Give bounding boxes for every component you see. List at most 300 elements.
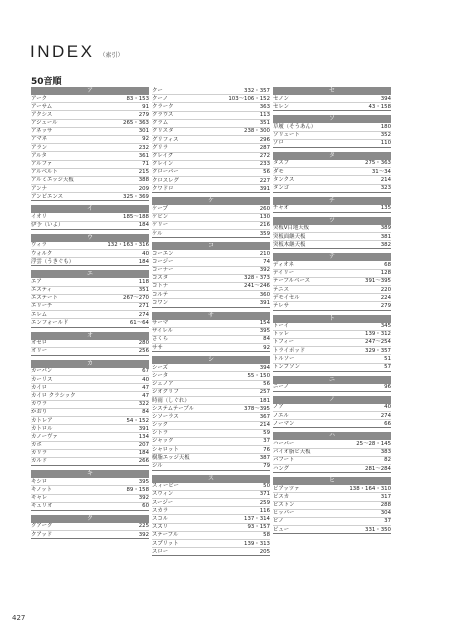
entry-pages: 40: [142, 250, 149, 257]
entry-pages: 392: [138, 531, 149, 538]
entry-term: ハーバー: [273, 440, 295, 447]
index-column-1: [31, 87, 149, 539]
group-heading: ハ: [273, 432, 391, 440]
entry-term: ハング: [273, 465, 290, 472]
index-entry: [31, 503, 149, 511]
index-group: [31, 87, 149, 201]
entry-pages: 351: [138, 287, 149, 294]
entry-term: スコル: [152, 515, 169, 522]
entry-term: カトレア: [31, 417, 53, 424]
entry-term: オセロ: [31, 340, 48, 346]
entry-pages: 110: [380, 140, 391, 147]
entry-pages: 304: [380, 510, 391, 517]
entry-term: テニス: [273, 286, 289, 293]
entry-pages: 367: [259, 413, 270, 420]
index-entry: [273, 412, 391, 420]
index-entry: [152, 344, 270, 352]
entry-pages: 328・373: [244, 275, 270, 282]
index-entry: [273, 449, 391, 457]
index-entry: [273, 384, 391, 392]
entry-pages: 247〜254: [365, 339, 391, 346]
index-entry: [273, 323, 391, 331]
index-entry: [273, 233, 391, 241]
index-entry: [273, 278, 391, 286]
entry-pages: 394: [380, 95, 391, 102]
entry-pages: 274: [380, 412, 391, 419]
entry-pages: 50: [263, 483, 270, 490]
entry-pages: 391〜395: [365, 278, 391, 285]
entry-term: コージー: [152, 258, 174, 265]
entry-term: ケープ: [152, 205, 168, 212]
index-entry: [31, 213, 149, 221]
index-entry: [152, 483, 270, 491]
entry-pages: 68: [384, 261, 391, 268]
index-entry: [152, 153, 270, 161]
entry-pages: 387: [259, 454, 270, 461]
entry-term: ステーブル: [152, 532, 179, 539]
entry-pages: 265・363: [123, 120, 149, 127]
group-heading: カ: [31, 360, 149, 368]
entry-term: アーサム: [31, 103, 53, 110]
entry-term: セレン: [273, 103, 290, 110]
entry-term: チャオ: [273, 205, 290, 212]
index-entry: [152, 299, 270, 307]
index-group: [31, 515, 149, 539]
entry-pages: 395: [138, 478, 149, 485]
index-entry: [31, 348, 149, 356]
entry-pages: 392: [138, 495, 149, 501]
index-group: [273, 115, 391, 148]
page-title: INDEX: [30, 42, 95, 61]
entry-term: スィービー: [152, 483, 179, 490]
entry-term: ノエル: [273, 412, 289, 419]
entry-pages: 61〜64: [129, 319, 149, 326]
index-entry: [152, 499, 270, 507]
index-entry: [31, 425, 149, 433]
entry-term: エレム: [31, 311, 47, 318]
index-entry: [152, 205, 270, 213]
entry-term: カトロル: [31, 425, 53, 432]
entry-term: コーエン: [152, 250, 174, 257]
entry-term: スロー: [152, 548, 169, 555]
entry-pages: 92: [142, 136, 149, 143]
group-heading: サ: [152, 312, 270, 320]
entry-term: キャレ: [31, 495, 48, 501]
entry-pages: 257: [259, 389, 270, 396]
entry-term: クワドロ: [152, 185, 174, 192]
entry-pages: 128: [380, 270, 391, 277]
entry-term: ソリュート: [273, 132, 300, 139]
index-entry: [31, 376, 149, 384]
index-group: [273, 217, 391, 250]
index-entry: [273, 347, 391, 355]
entry-pages: 180: [380, 123, 391, 130]
group-heading: ス: [152, 475, 270, 483]
entry-pages: 227: [259, 177, 270, 184]
index-entry: [152, 136, 270, 144]
index-entry: [273, 185, 391, 193]
index-entry: [31, 409, 149, 417]
entry-pages: 25〜28・145: [356, 440, 391, 447]
index-entry: [31, 136, 149, 144]
entry-term: アーク: [31, 95, 48, 102]
entry-term: 時雨（しぐれ）: [152, 397, 190, 404]
entry-term: クラウス: [152, 112, 174, 119]
entry-term: ケル: [152, 230, 163, 237]
entry-pages: 279: [138, 111, 149, 118]
index-entry: [273, 168, 391, 176]
entry-term: さくら: [152, 336, 169, 343]
entry-term: タンクス: [273, 176, 295, 183]
entry-pages: 363: [259, 103, 270, 110]
index-entry: [31, 303, 149, 311]
group-heading: ク: [31, 515, 149, 523]
entry-term: ケビン: [152, 214, 169, 221]
entry-term: エンフォールド: [31, 319, 69, 326]
entry-term: 突板V目地天板: [273, 225, 310, 232]
entry-term: カボ: [31, 442, 42, 449]
entry-pages: 91: [142, 103, 149, 110]
index-group: [273, 376, 391, 392]
index-entry: [273, 404, 391, 412]
entry-term: トッレ: [273, 331, 290, 338]
entry-term: ディオネ: [273, 261, 295, 268]
entry-pages: 51: [384, 355, 391, 362]
index-entry: [152, 381, 270, 389]
entry-pages: 271: [138, 303, 149, 310]
entry-pages: 391: [138, 425, 149, 432]
index-group: [31, 332, 149, 356]
index-entry: [31, 169, 149, 177]
group-heading: キ: [31, 470, 149, 478]
index-entry: [273, 225, 391, 233]
entry-term: コルテ: [152, 291, 169, 298]
index-entry: [273, 331, 391, 339]
entry-term: ササ: [152, 344, 163, 351]
entry-term: バフート: [273, 457, 295, 464]
index-entry: [31, 258, 149, 266]
entry-term: トルソー: [273, 355, 295, 362]
page-number: 427: [12, 614, 26, 622]
entry-term: アジュール: [31, 120, 58, 127]
entry-term: カーバン: [31, 368, 53, 375]
index-entry: [31, 242, 149, 250]
entry-pages: 378〜395: [244, 405, 270, 412]
group-heading: コ: [152, 242, 270, 250]
entry-term: ダモ: [273, 168, 284, 175]
index-entry: [273, 123, 391, 131]
entry-pages: 57: [384, 364, 391, 370]
index-entry: [273, 286, 391, 294]
entry-term: オリー: [31, 348, 48, 355]
entry-pages: 224: [380, 294, 391, 301]
index-entry: [31, 442, 149, 450]
entry-pages: 139・312: [365, 331, 391, 338]
entry-pages: 83・153: [126, 95, 149, 102]
index-entry: [152, 405, 270, 413]
index-entry: [273, 364, 391, 372]
index-entry: [31, 278, 149, 286]
entry-pages: 317: [380, 493, 391, 500]
index-group: [152, 312, 270, 353]
entry-term: コワン: [152, 299, 169, 306]
entry-pages: 113: [259, 112, 270, 119]
index-entry: [152, 515, 270, 523]
index-entry: [152, 463, 270, 471]
entry-term: ノーマン: [273, 420, 295, 427]
index-entry: [273, 302, 391, 310]
entry-pages: 84: [263, 336, 270, 343]
entry-term: シトラ: [152, 430, 169, 437]
index-entry: [152, 120, 270, 128]
index-entry: [31, 144, 149, 152]
entry-pages: 67: [142, 368, 149, 375]
entry-term: ニーノ: [273, 384, 290, 391]
group-heading: エ: [31, 270, 149, 278]
index-group: [273, 87, 391, 111]
index-entry: [152, 177, 270, 185]
entry-pages: 135: [380, 205, 391, 212]
entry-term: キノット: [31, 486, 53, 493]
index-entry: [273, 176, 391, 184]
entry-term: シータ: [152, 372, 169, 379]
index-entry: [273, 485, 391, 493]
entry-term: デモイセル: [273, 294, 300, 301]
entry-pages: 329・357: [365, 347, 391, 354]
entry-pages: 55・150: [247, 372, 270, 379]
index-entry: [152, 258, 270, 266]
entry-pages: 40: [142, 376, 149, 383]
entry-pages: 371: [259, 491, 270, 498]
index-entry: [152, 320, 270, 328]
entry-term: パイオ脂ビ天板: [273, 449, 311, 456]
index-entry: [152, 185, 270, 193]
entry-pages: 345: [380, 323, 391, 330]
entry-term: テレサ: [273, 302, 290, 309]
entry-pages: 381: [380, 233, 391, 240]
index-entry: [31, 95, 149, 103]
index-entry: [152, 454, 270, 462]
entry-pages: 279: [380, 302, 391, 309]
index-entry: [31, 458, 149, 466]
entry-pages: 205: [259, 548, 270, 555]
entry-term: カイロ クラシック: [31, 392, 76, 399]
entry-term: 浮雲（うきぐも）: [31, 258, 75, 265]
entry-term: ビスカ: [273, 493, 290, 500]
index-entry: [31, 161, 149, 169]
group-heading: ノ: [273, 396, 391, 404]
entry-term: カノーヴァ: [31, 433, 58, 440]
entry-pages: 37: [384, 518, 391, 525]
entry-term: 樹脂エッジ天板: [152, 454, 190, 461]
entry-term: クレイン: [152, 161, 174, 168]
index-entry: [273, 261, 391, 269]
index-entry: [273, 294, 391, 302]
entry-pages: 58: [263, 532, 270, 539]
index-entry: [152, 397, 270, 405]
entry-pages: 181: [259, 397, 270, 404]
entry-term: ヒッパー: [273, 510, 295, 517]
entry-pages: 225: [138, 523, 149, 530]
index-group: [31, 360, 149, 466]
entry-term: アルタ: [31, 152, 47, 159]
index-entry: [152, 336, 270, 344]
entry-term: システムテーブル: [152, 405, 194, 412]
entry-term: アンナ: [31, 185, 47, 192]
index-entry: [152, 438, 270, 446]
entry-pages: 184: [138, 450, 149, 457]
index-entry: [152, 214, 270, 222]
index-entry: [152, 413, 270, 421]
section-title: 50音順: [31, 77, 62, 87]
entry-pages: 210: [259, 250, 270, 257]
group-heading: シ: [152, 356, 270, 364]
group-heading: ト: [273, 315, 391, 323]
entry-term: キシロ: [31, 478, 48, 485]
entry-pages: 332・357: [244, 87, 270, 94]
index-entry: [31, 193, 149, 201]
index-entry: [273, 465, 391, 473]
index-entry: [31, 250, 149, 258]
entry-pages: 281〜284: [365, 465, 391, 472]
index-entry: [152, 328, 270, 336]
index-entry: [152, 507, 270, 515]
index-entry: [31, 177, 149, 185]
index-entry: [152, 364, 270, 372]
index-entry: [31, 401, 149, 409]
entry-pages: 233: [259, 161, 270, 168]
index-entry: [152, 524, 270, 532]
index-entry: [31, 222, 149, 230]
index-group: [273, 432, 391, 473]
entry-pages: 359: [259, 230, 270, 237]
entry-pages: 256: [138, 348, 149, 355]
entry-pages: 207: [138, 442, 149, 449]
entry-term: クローバー: [152, 169, 179, 176]
entry-term: アクシス: [31, 111, 53, 118]
entry-term: カーリス: [31, 376, 53, 383]
entry-pages: 209: [138, 185, 149, 192]
entry-term: ジェノア: [152, 381, 174, 388]
index-entry: [152, 283, 270, 291]
entry-term: ジャック: [152, 438, 174, 445]
index-entry: [273, 339, 391, 347]
index-entry: [152, 532, 270, 540]
index-entry: [273, 103, 391, 111]
entry-term: サーマ: [152, 320, 169, 326]
entry-pages: 382: [380, 241, 391, 248]
entry-pages: 116: [259, 507, 270, 514]
index-entry: [31, 523, 149, 531]
entry-term: クーノ: [152, 95, 169, 102]
index-entry: [31, 295, 149, 303]
entry-pages: 84: [142, 409, 149, 416]
entry-pages: 214: [259, 422, 270, 429]
entry-term: ジル: [152, 463, 163, 469]
entry-term: アネッサ: [31, 128, 53, 135]
index-entry: [273, 420, 391, 428]
index-group: [31, 234, 149, 267]
group-heading: テ: [273, 253, 391, 261]
index-group: [152, 197, 270, 238]
entry-pages: 47: [142, 392, 149, 399]
group-heading: ヒ: [273, 477, 391, 485]
index-entry: [152, 222, 270, 230]
index-entry: [31, 486, 149, 494]
index-entry: [152, 144, 270, 152]
index-entry: [273, 526, 391, 534]
index-entry: [273, 457, 391, 465]
entry-term: ザイレル: [152, 328, 174, 335]
entry-term: クラム: [152, 120, 169, 127]
entry-term: シック: [152, 422, 169, 429]
entry-term: シャロット: [152, 446, 179, 453]
entry-term: イオリ: [31, 213, 48, 220]
index-entry: [31, 495, 149, 503]
entry-term: かおり: [31, 409, 48, 416]
entry-pages: 89・158: [126, 486, 149, 493]
entry-pages: 118: [138, 278, 149, 285]
entry-pages: 60: [142, 503, 149, 510]
index-entry: [152, 291, 270, 299]
entry-term: トンプソン: [273, 364, 300, 370]
entry-term: 突板面継天板: [273, 233, 306, 240]
entry-term: スプリット: [152, 540, 179, 547]
index-entry: [152, 372, 270, 380]
index-entry: [31, 417, 149, 425]
index-entry: [273, 270, 391, 278]
entry-term: ジオグリフ: [152, 389, 179, 396]
entry-term: クロスレグ: [152, 177, 179, 184]
entry-pages: 322: [138, 401, 149, 408]
entry-term: アラン: [31, 144, 48, 151]
index-entry: [31, 340, 149, 348]
entry-pages: 154: [259, 320, 270, 326]
entry-term: コーナー: [152, 267, 174, 274]
index-entry: [152, 430, 270, 438]
entry-pages: 395: [259, 328, 270, 335]
entry-pages: 214: [380, 176, 391, 183]
entry-pages: 392: [259, 267, 270, 274]
index-group: [31, 470, 149, 511]
entry-pages: 389: [380, 225, 391, 232]
entry-pages: 40: [384, 404, 391, 411]
index-entry: [31, 287, 149, 295]
entry-pages: 360: [259, 291, 270, 298]
index-entry: [152, 112, 270, 120]
entry-term: 草履（そうあん）: [273, 123, 317, 130]
entry-term: ノア: [273, 404, 284, 411]
entry-pages: 59: [263, 430, 270, 437]
index-entry: [273, 95, 391, 103]
index-entry: [31, 384, 149, 392]
entry-pages: 82: [384, 457, 391, 464]
entry-term: 伊予（いよ）: [31, 222, 64, 229]
index-entry: [273, 502, 391, 510]
index-entry: [31, 433, 149, 441]
index-entry: [273, 160, 391, 168]
entry-term: ビノ: [273, 518, 284, 525]
entry-term: 突板木継天板: [273, 241, 306, 248]
entry-pages: 388: [138, 177, 149, 184]
index-entry: [31, 120, 149, 128]
entry-pages: 267〜270: [123, 295, 149, 302]
entry-pages: 184: [138, 258, 149, 265]
entry-pages: 96: [384, 384, 391, 391]
index-entry: [31, 319, 149, 327]
index-header: [30, 42, 123, 62]
index-entry: [152, 540, 270, 548]
